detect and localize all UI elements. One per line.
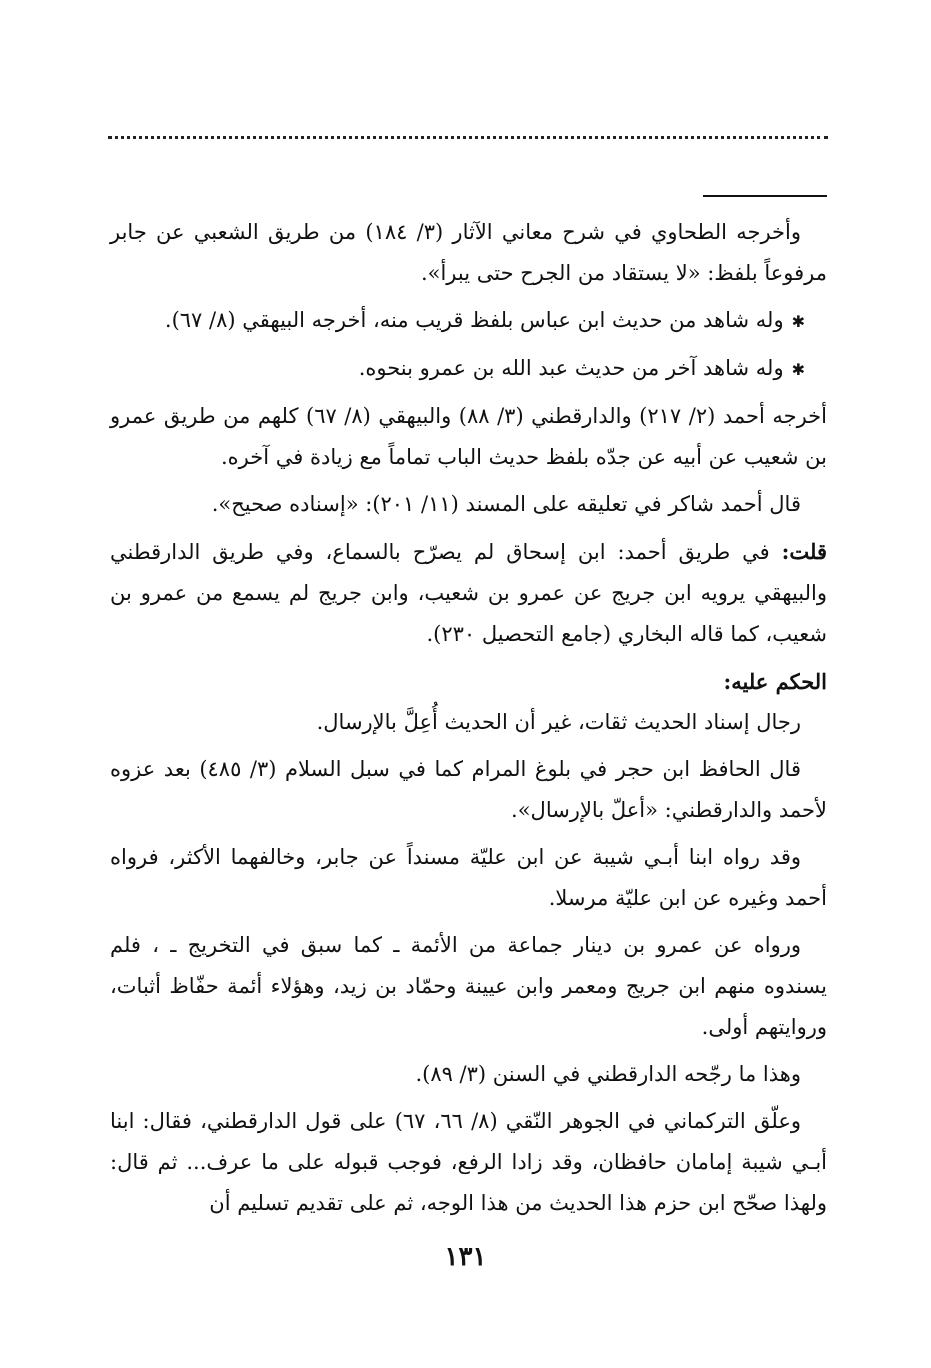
paragraph: ورواه عن عمرو بن دينار جماعة من الأئمة ـ كما سبق في التخريج ـ ، فلم يسندوه منهم ابن جريج ومعمر وابن عيينة وحمّاد بن زيد، وهؤلاء أئمة حفّاظ أثبات، وروايتهم أولى. [110, 933, 827, 1039]
paragraph: قال الحافظ ابن حجر في بلوغ المرام كما في سبل السلام (٣/ ٤٨٥) بعد عزوه لأحمد والدارقطني: «أعلّ بالإرسال». [110, 757, 827, 822]
dotted-separator [108, 136, 828, 139]
asterisk-icon: ✱ [791, 312, 805, 331]
paragraph: قال أحمد شاكر في تعليقه على المسند (١١/ ٢٠١): «إسناده صحيح». [211, 492, 801, 516]
evidence-text: وله شاهد آخر من حديث عبد الله بن عمرو بنحوه. [358, 356, 784, 380]
evidence-item [110, 348, 827, 390]
paragraph: وهذا ما رجّحه الدارقطني في السنن (٣/ ٨٩). [415, 1062, 801, 1086]
section-heading: الحكم عليه: [723, 669, 827, 694]
paragraph: وقد رواه ابنا أبـي شيبة عن ابن عليّة مسنداً عن جابر، وخالفهما الأكثر، فرواه أحمد وغيره عن ابن عليّة مرسلا. [110, 845, 827, 910]
paragraph: وأخرجه الطحاوي في شرح معاني الآثار (٣/ ١٨٤) من طريق الشعبي عن جابر مرفوعاً بلفظ: «لا يستقاد من الجرح حتى يبرأ». [110, 220, 827, 285]
footnote-rule [703, 195, 827, 197]
page-body [110, 212, 827, 1230]
page-number: ١٣١ [444, 1242, 487, 1272]
asterisk-icon: ✱ [791, 360, 805, 379]
paragraph: وعلّق التركماني في الجوهر النّقي (٨/ ٦٦، ٦٧) على قول الدارقطني، فقال: ابنا أبـي شيبة إمامان حافظان، وقد زادا الرفع، فوجب قبوله على ما عرف... ثم قال: ولهذا صحّح ابن حزم هذا الحديث من هذا الوجه، ثم على تقديم تسليم أن [110, 1109, 827, 1215]
paragraph: رجال إسناد الحديث ثقات، غير أن الحديث أُعِلَّ بالإرسال. [316, 710, 801, 734]
evidence-item [110, 300, 827, 342]
paragraph [110, 531, 827, 655]
paragraph: أخرجه أحمد (٢/ ٢١٧) والدارقطني (٣/ ٨٨) والبيهقي (٨/ ٦٧) كلهم من طريق عمرو بن شعيب عن أبيه عن جدّه بلفظ حديث الباب تماماً مع زيادة في آخره. [110, 404, 827, 469]
evidence-text: وله شاهد من حديث ابن عباس بلفظ قريب منه، أخرجه البيهقي (٨/ ٦٧). [164, 308, 784, 332]
qult-label: قلت: [781, 539, 827, 564]
paragraph-text: في طريق أحمد: ابن إسحاق لم يصرّح بالسماع، وفي طريق الدارقطني والبيهقي يرويه ابن جريج عن عمرو بن شعيب، وابن جريج لم يسمع من عمرو بن شعيب، كما قاله البخاري (جامع التحصيل ٢٣٠). [110, 540, 827, 646]
